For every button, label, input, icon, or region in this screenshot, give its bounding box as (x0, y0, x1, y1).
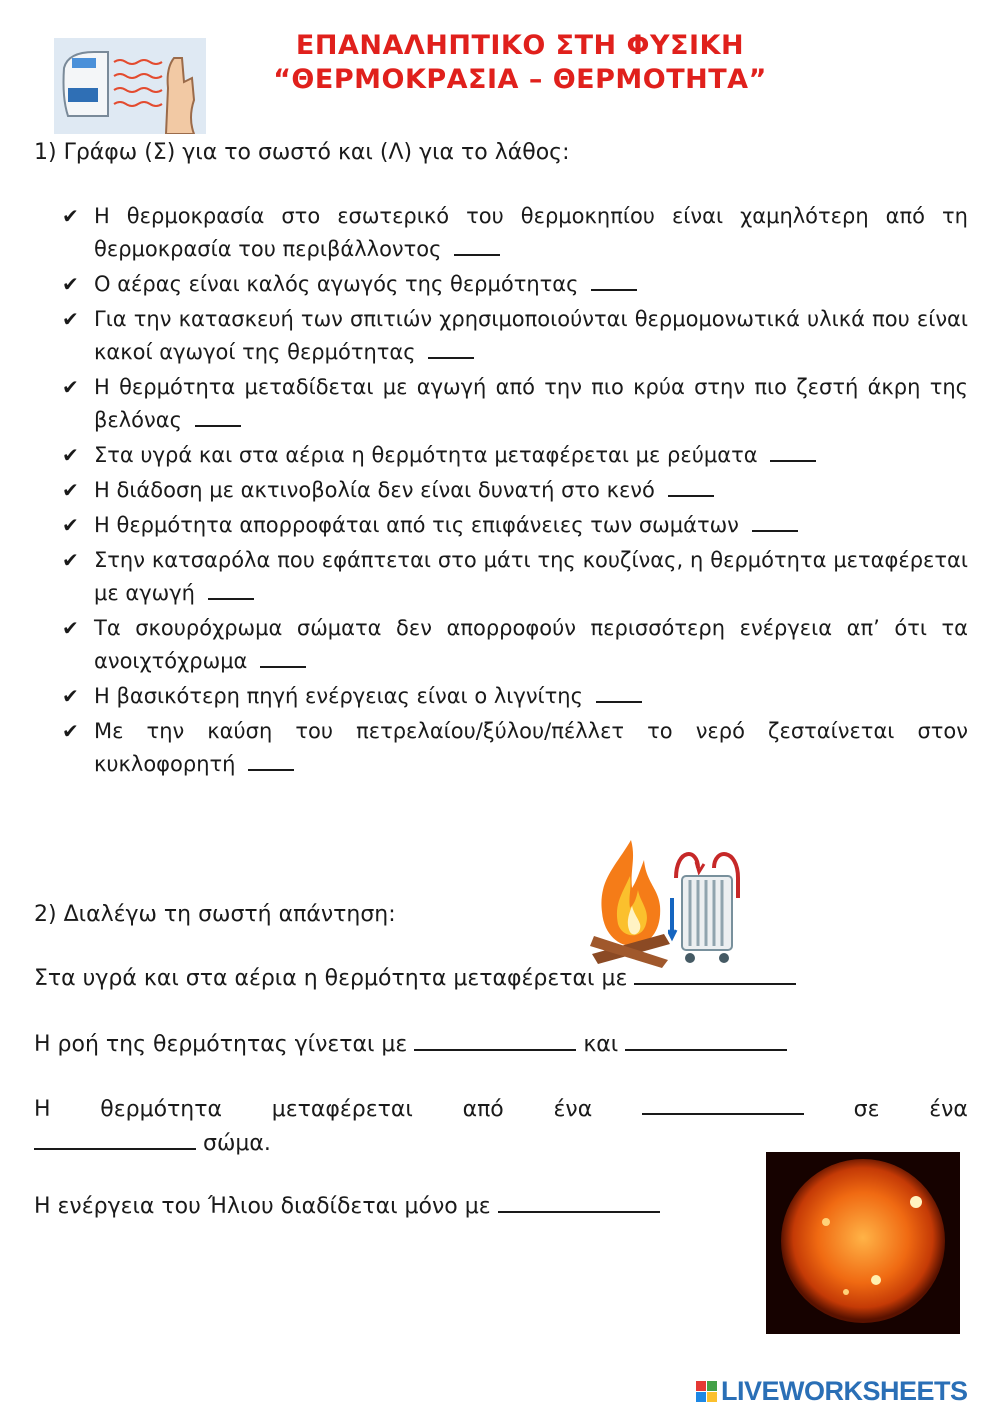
statement-text: Η βασικότερη πηγή ενέργειας είναι ο λιγνίτης (94, 684, 583, 708)
list-item (62, 439, 968, 472)
list-item (62, 612, 968, 678)
answer-blank[interactable] (596, 683, 642, 703)
answer-blank[interactable] (625, 1029, 787, 1051)
answer-blank[interactable] (208, 580, 254, 600)
statement-text: Η διάδοση με ακτινοβολία δεν είναι δυνατή στο κενό (94, 478, 655, 502)
statement-text: Η θερμότητα απορροφάται από τις επιφάνειες των σωμάτων (94, 513, 739, 537)
statement-text: Στην κατσαρόλα που εφάπτεται στο μάτι της κουζίνας, η θερμότητα μεταφέρεται με αγωγή (94, 548, 968, 605)
sentence-text: και (583, 1032, 619, 1057)
list-item (62, 715, 968, 781)
iron-heat-illustration (54, 38, 206, 134)
list-item (62, 303, 968, 369)
fill-sentence-4 (34, 1190, 660, 1224)
part1-heading: 1) Γράφω (Σ) για το σωστό και (Λ) για το λάθος: (34, 140, 570, 165)
answer-blank[interactable] (770, 442, 816, 462)
fill-sentence-2 (34, 1028, 787, 1062)
answer-blank[interactable] (634, 963, 796, 985)
sentence-word: Η (34, 1097, 51, 1122)
answer-blank[interactable] (34, 1128, 196, 1150)
check-icon: ✔ (62, 513, 79, 537)
liveworksheets-logo (696, 1376, 968, 1406)
statement-text: Για την κατασκευή των σπιτιών χρησιμοποιούνται θερμομονωτικά υλικά που είναι κακοί αγωγοί της θερμότητας (94, 307, 968, 364)
list-item (62, 680, 968, 713)
statement-text: Με την καύση του πετρελαίου/ξύλου/πέλλετ το νερό ζεσταίνεται στον κυκλοφορητή (94, 719, 968, 776)
sentence-text: Η ενέργεια του Ήλιου διαδίδεται μόνο με (34, 1194, 491, 1219)
sentence-text: Στα υγρά και στα αέρια η θερμότητα μεταφέρεται με (34, 966, 628, 991)
check-icon: ✔ (62, 204, 79, 228)
check-icon: ✔ (62, 443, 79, 467)
part2-heading: 2) Διαλέγω τη σωστή απάντηση: (34, 902, 396, 927)
answer-blank[interactable] (591, 271, 637, 291)
sentence-text: Η ροή της θερμότητας γίνεται με (34, 1032, 408, 1057)
statement-text: Η θερμότητα μεταδίδεται με αγωγή από την πιο κρύα στην πιο ζεστή άκρη της βελόνας (94, 375, 968, 432)
answer-blank[interactable] (752, 512, 798, 532)
answer-blank[interactable] (428, 339, 474, 359)
fill-sentence-3 (34, 1093, 968, 1161)
sentence-text: σώμα. (203, 1131, 271, 1156)
list-item (62, 474, 968, 507)
liveworksheets-logo-mark (696, 1381, 717, 1402)
answer-blank[interactable] (668, 477, 714, 497)
answer-blank[interactable] (642, 1093, 804, 1115)
check-icon: ✔ (62, 375, 79, 399)
check-icon: ✔ (62, 307, 79, 331)
statement-text: Τα σκουρόχρωμα σώματα δεν απορροφούν περισσότερη ενέργεια απ’ ότι τα ανοιχτόχρωμα (94, 616, 968, 673)
answer-blank[interactable] (195, 407, 241, 427)
list-item (62, 371, 968, 437)
list-item (62, 544, 968, 610)
check-icon: ✔ (62, 548, 79, 572)
true-false-list (62, 200, 968, 783)
worksheet-title-line1: ΕΠΑΝΑΛΗΠΤΙΚΟ ΣΤΗ ΦΥΣΙΚΗ (295, 30, 745, 61)
check-icon: ✔ (62, 616, 79, 640)
answer-blank[interactable] (260, 648, 306, 668)
check-icon: ✔ (62, 478, 79, 502)
sentence-word: από (462, 1097, 504, 1122)
sentence-word: θερμότητα (100, 1097, 222, 1122)
statement-text: Στα υγρά και στα αέρια η θερμότητα μεταφέρεται με ρεύματα (94, 443, 758, 467)
list-item (62, 268, 968, 301)
list-item (62, 200, 968, 266)
campfire-illustration (586, 836, 676, 972)
sentence-word: σε (853, 1097, 880, 1122)
sentence-word: ένα (929, 1097, 968, 1122)
sentence-word: μεταφέρεται (271, 1097, 413, 1122)
logo-text: LIVEWORKSHEETS (721, 1375, 968, 1406)
answer-blank[interactable] (248, 751, 294, 771)
radiator-illustration (668, 838, 748, 968)
check-icon: ✔ (62, 272, 79, 296)
check-icon: ✔ (62, 719, 79, 743)
answer-blank[interactable] (414, 1029, 576, 1051)
sentence-word: ένα (553, 1097, 593, 1122)
worksheet-title-line2: “ΘΕΡΜΟΚΡΑΣΙΑ – ΘΕΡΜΟΤΗΤΑ” (273, 64, 767, 95)
statement-text: Η θερμοκρασία στο εσωτερικό του θερμοκηπίου είναι χαμηλότερη από τη θερμοκρασία του περιβάλλοντος (94, 204, 968, 261)
fill-sentence-1 (34, 962, 796, 996)
answer-blank[interactable] (498, 1191, 660, 1213)
sun-photo (766, 1152, 960, 1334)
statement-text: Ο αέρας είναι καλός αγωγός της θερμότητας (94, 272, 579, 296)
check-icon: ✔ (62, 684, 79, 708)
answer-blank[interactable] (454, 236, 500, 256)
list-item (62, 509, 968, 542)
